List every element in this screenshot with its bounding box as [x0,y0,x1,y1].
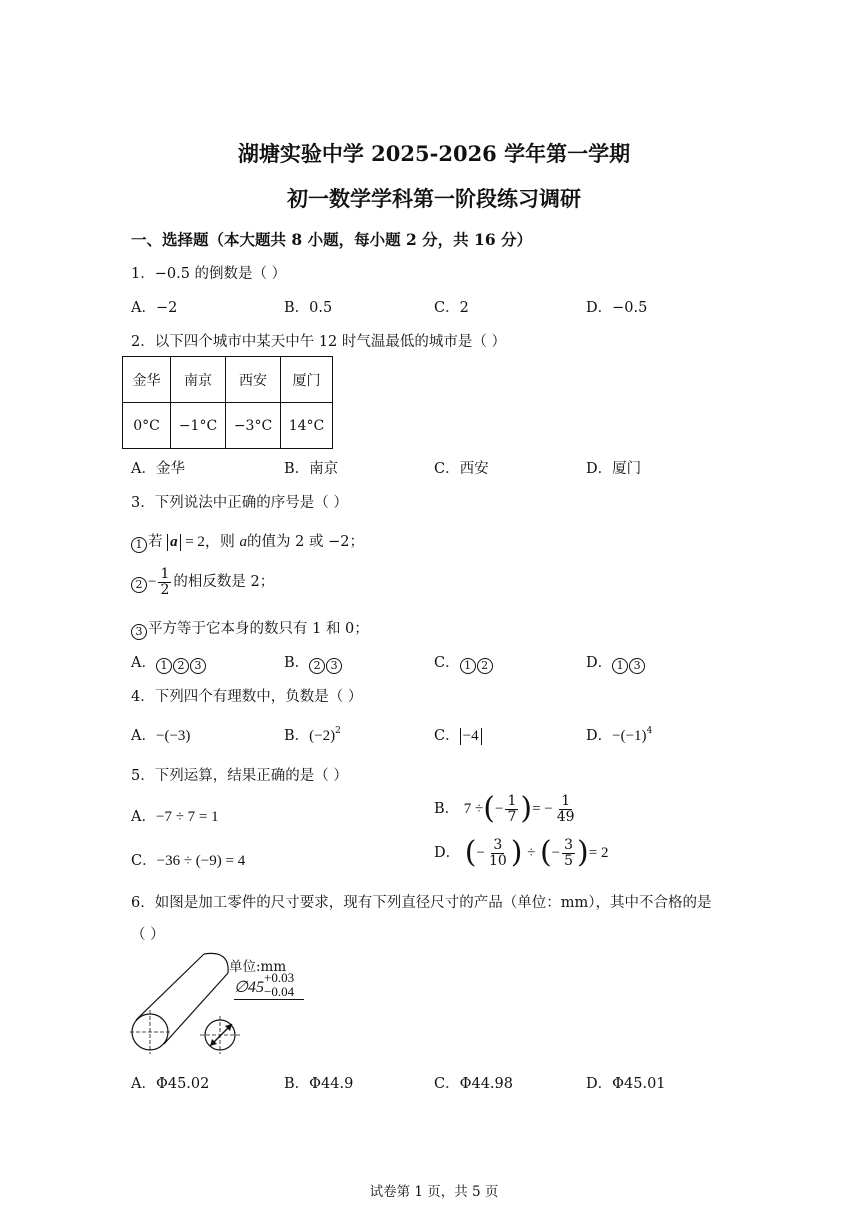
question-4-option-a: A．−(−3) [131,728,191,744]
question-6-stem: 6．如图是加工零件的尺寸要求，现有下列直径尺寸的产品（单位：mm），其中不合格的是 [131,895,712,911]
temp-cell: −3°C [226,403,281,449]
question-2-option-d: D．厦门 [586,461,642,477]
fraction: $\frac{1}{2}$ [160,566,170,598]
question-6-option-c: C．Φ44.98 [434,1076,513,1092]
exam-title: 湖塘实验中学 2025-2026 学年第一学期 [237,141,631,166]
question-2-option-c: C．西安 [434,461,489,477]
question-3-option-c: C． 1 2 [434,651,494,674]
question-3-option-d: D． 1 3 [586,651,646,674]
cylinder-diagram [126,948,316,1058]
question-6-option-d: D．Φ45.01 [586,1076,666,1092]
statement-1: 1 若 a = 2，则 a的值为 2 或 −2； [131,530,364,553]
question-6-answer-paren: （ ） [131,927,165,943]
question-2-stem: 2．以下四个城市中某天中午 12 时气温最低的城市是（ ） [131,334,507,350]
absolute-value: a [167,534,181,551]
absolute-value: −4 [460,728,482,745]
exam-subtitle: 初一数学学科第一阶段练习调研 [287,186,581,211]
question-4-option-c: C． −4 [434,724,482,745]
question-4-option-d: D．$-(-1)^4$ [586,726,653,744]
question-1-option-a: A．−2 [131,300,178,316]
city-cell: 金华 [123,357,171,403]
question-1-stem: 1．−0.5 的倒数是（ ） [131,266,287,282]
part-figure [126,948,316,1058]
question-5-stem: 5．下列运算，结果正确的是（ ） [131,768,348,784]
lower-tolerance: −0.04 [264,984,295,999]
unit-label: 单位:mm [229,959,287,975]
temp-cell: 0°C [123,403,171,449]
temp-cell: −1°C [171,403,226,449]
statement-3: 3 平方等于它本身的数只有 1 和 0； [131,617,369,640]
question-4-option-b: B．$(-2)^2$ [284,726,341,744]
question-3-option-a: A． 1 2 3 [131,651,207,674]
page-footer: 试卷第 1 页，共 5 页 [369,1184,499,1200]
section-heading: 一、选择题（本大题共 8 小题，每小题 2 分，共 16 分） [131,230,533,249]
city-cell: 厦门 [281,357,333,403]
question-2-option-b: B．南京 [284,461,339,477]
question-2-option-a: A．金华 [131,461,185,477]
question-5-option-c: C．−36 ÷ (−9) = 4 [131,853,246,869]
city-cell: 南京 [171,357,226,403]
question-6-option-a: A．Φ45.02 [131,1076,210,1092]
circled-number: 2 [131,577,147,593]
question-1-option-d: D．−0.5 [586,300,648,316]
question-6-option-b: B．Φ44.9 [284,1076,354,1092]
question-1-option-c: C．2 [434,300,469,316]
question-1-option-b: B．0.5 [284,300,333,316]
circled-number: 3 [131,624,147,640]
upper-tolerance: +0.03 [264,970,295,985]
city-cell: 西安 [226,357,281,403]
question-5-option-a: A．−7 ÷ 7 = 1 [131,809,219,825]
statement-2: 2 − $\frac{1}{2}$ 的相反数是 2； [131,567,274,597]
circled-number: 1 [131,537,147,553]
question-5-option-b: B． 7 ÷(− $\frac{1}{7}$ )= − $\frac{1}{49}$ [434,791,575,827]
temp-cell: 14°C [281,403,333,449]
diameter-symbol: ∅45 [234,979,264,996]
question-3-option-b: B． 2 3 [284,651,343,674]
question-5-option-d: D． (− $\frac{3}{10}$ ) ÷ (− $\frac{3}{5}$ )= 2 [434,835,609,871]
dimension-line [234,999,304,1000]
question-4-stem: 4．下列四个有理数中，负数是（ ） [131,689,363,705]
question-3-stem: 3．下列说法中正确的序号是（ ） [131,495,348,511]
temperature-table [122,356,333,449]
